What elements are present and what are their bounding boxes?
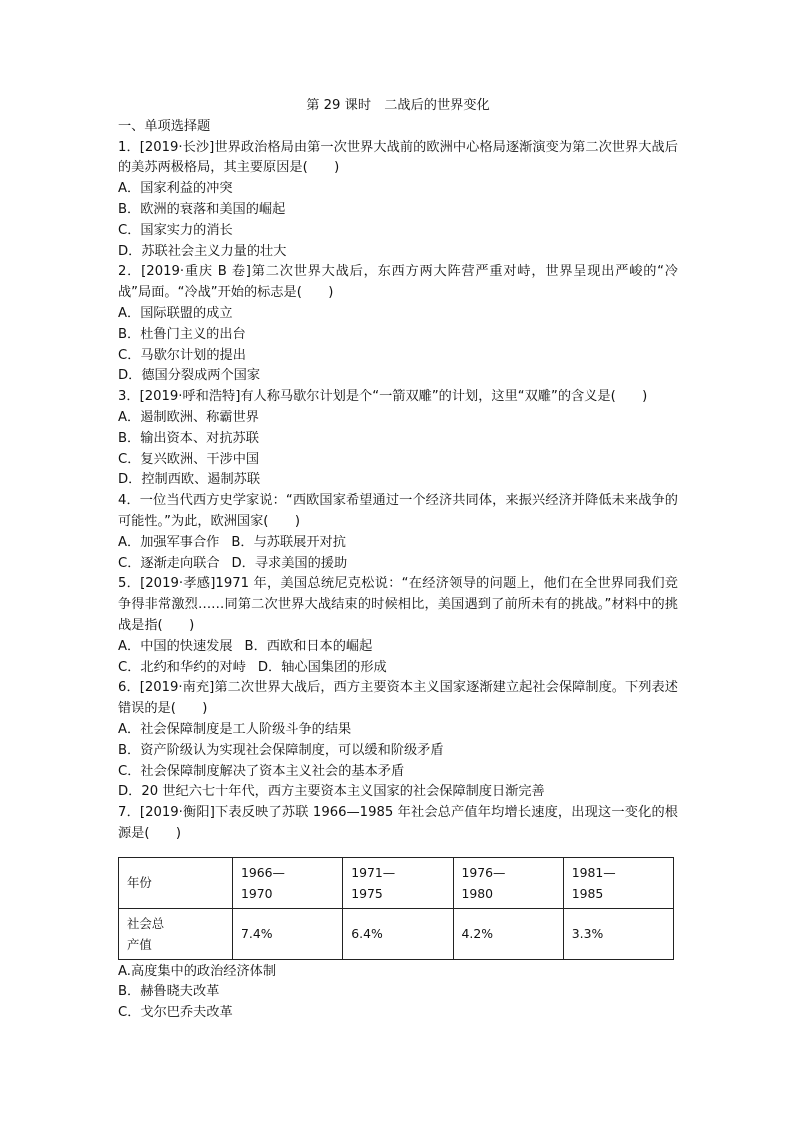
section-heading: 一、单项选择题 bbox=[118, 118, 211, 134]
option-row bbox=[118, 533, 678, 554]
option-a: A．加强军事合作 bbox=[118, 534, 220, 550]
table-cell: 1976— 1980 bbox=[453, 857, 563, 908]
document-page bbox=[118, 96, 678, 1024]
option-b: B．杜鲁门主义的出台 bbox=[118, 326, 246, 342]
page-title: 第 29 课时 二战后的世界变化 bbox=[306, 98, 490, 113]
question-stem: 1．[2019·长沙]世界政治格局由第一次世界大战前的欧洲中心格局逐渐演变为第二次世界大战后的美苏两极格局，其主要原因是( ) bbox=[118, 139, 678, 176]
option-d: D．20 世纪六七十年代，西方主要资本主义国家的社会保障制度日渐完善 bbox=[118, 784, 545, 800]
table-cell: 4.2% bbox=[453, 908, 563, 959]
table-cell: 1966— 1970 bbox=[233, 857, 343, 908]
table-cell: 3.3% bbox=[563, 908, 673, 959]
table-row-values bbox=[119, 908, 674, 959]
option-b: B．赫鲁晓夫改革 bbox=[118, 984, 220, 1000]
question-stem: 3．[2019·呼和浩特]有人称马歇尔计划是个“一箭双雕”的计划，这里“双雕”的含义是( ) bbox=[118, 389, 648, 405]
option-a: A.高度集中的政治经济体制 bbox=[118, 963, 277, 979]
table-cell: 6.4% bbox=[343, 908, 453, 959]
option-a: A．社会保障制度是工人阶级斗争的结果 bbox=[118, 721, 352, 737]
table-header-cell: 年份 bbox=[119, 857, 233, 908]
table-header-cell: 社会总 产值 bbox=[119, 908, 233, 959]
option-b: B．西欧和日本的崛起 bbox=[244, 638, 373, 654]
option-b: B．欧洲的衰落和美国的崛起 bbox=[118, 201, 286, 217]
growth-rate-table bbox=[118, 857, 674, 960]
table-cell: 1981— 1985 bbox=[563, 857, 673, 908]
option-d: D．轴心国集团的形成 bbox=[257, 659, 387, 675]
question-3 bbox=[118, 387, 678, 491]
option-b: B．输出资本、对抗苏联 bbox=[118, 430, 259, 446]
option-c: C．社会保障制度解决了资本主义社会的基本矛盾 bbox=[118, 763, 405, 779]
option-d: D．寻求美国的援助 bbox=[231, 555, 348, 571]
option-row bbox=[118, 554, 678, 575]
question-1 bbox=[118, 138, 678, 263]
option-c: C．马歇尔计划的提出 bbox=[118, 347, 246, 363]
option-c: C．复兴欧洲、干涉中国 bbox=[118, 451, 260, 467]
option-a: A．国家利益的冲突 bbox=[118, 181, 233, 197]
question-4 bbox=[118, 491, 678, 574]
option-d: D．苏联社会主义力量的壮大 bbox=[118, 243, 287, 259]
table-cell: 1971— 1975 bbox=[343, 857, 453, 908]
option-row bbox=[118, 637, 678, 658]
question-stem: 4．一位当代西方史学家说：“西欧国家希望通过一个经济共同体，来振兴经济并降低未来战争的可能性。”为此，欧洲国家( ) bbox=[118, 493, 678, 529]
option-a: A．国际联盟的成立 bbox=[118, 305, 233, 321]
question-7 bbox=[118, 803, 678, 1024]
option-b: B．与苏联展开对抗 bbox=[231, 534, 346, 550]
option-c: C．戈尔巴乔夫改革 bbox=[118, 1005, 233, 1021]
option-a: A．遏制欧洲、称霸世界 bbox=[118, 409, 259, 425]
question-stem: 2．[2019·重庆 B 卷]第二次世界大战后，东西方两大阵营严重对峙，世界呈现出严峻的“冷战”局面。“冷战”开始的标志是( ) bbox=[118, 264, 678, 301]
question-2 bbox=[118, 262, 678, 387]
question-6 bbox=[118, 678, 678, 803]
option-a: A．中国的快速发展 bbox=[118, 638, 233, 654]
question-5 bbox=[118, 574, 678, 678]
option-c: C．逐渐走向联合 bbox=[118, 555, 220, 571]
option-d: D．控制西欧、遏制苏联 bbox=[118, 472, 261, 488]
option-b: B．资产阶级认为实现社会保障制度，可以缓和阶级矛盾 bbox=[118, 742, 444, 758]
question-stem: 7．[2019·衡阳]下表反映了苏联 1966—1985 年社会总产值年均增长速度，出现这一变化的根源是( ) bbox=[118, 805, 678, 841]
table-row-years bbox=[119, 857, 674, 908]
question-stem: 5．[2019·孝感]1971 年，美国总统尼克松说：“在经济领导的问题上，他们在全世界同我们竞争得非常激烈……同第二次世界大战结束的时候相比，美国遇到了前所未有的挑战。”材料中的挑战是指( ) bbox=[118, 576, 678, 633]
option-c: C．国家实力的消长 bbox=[118, 222, 233, 238]
option-d: D．德国分裂成两个国家 bbox=[118, 368, 261, 384]
question-stem: 6．[2019·南充]第二次世界大战后，西方主要资本主义国家逐渐建立起社会保障制度。下列表述错误的是( ) bbox=[118, 680, 678, 717]
option-row bbox=[118, 658, 678, 679]
table-cell: 7.4% bbox=[233, 908, 343, 959]
option-c: C．北约和华约的对峙 bbox=[118, 659, 246, 675]
